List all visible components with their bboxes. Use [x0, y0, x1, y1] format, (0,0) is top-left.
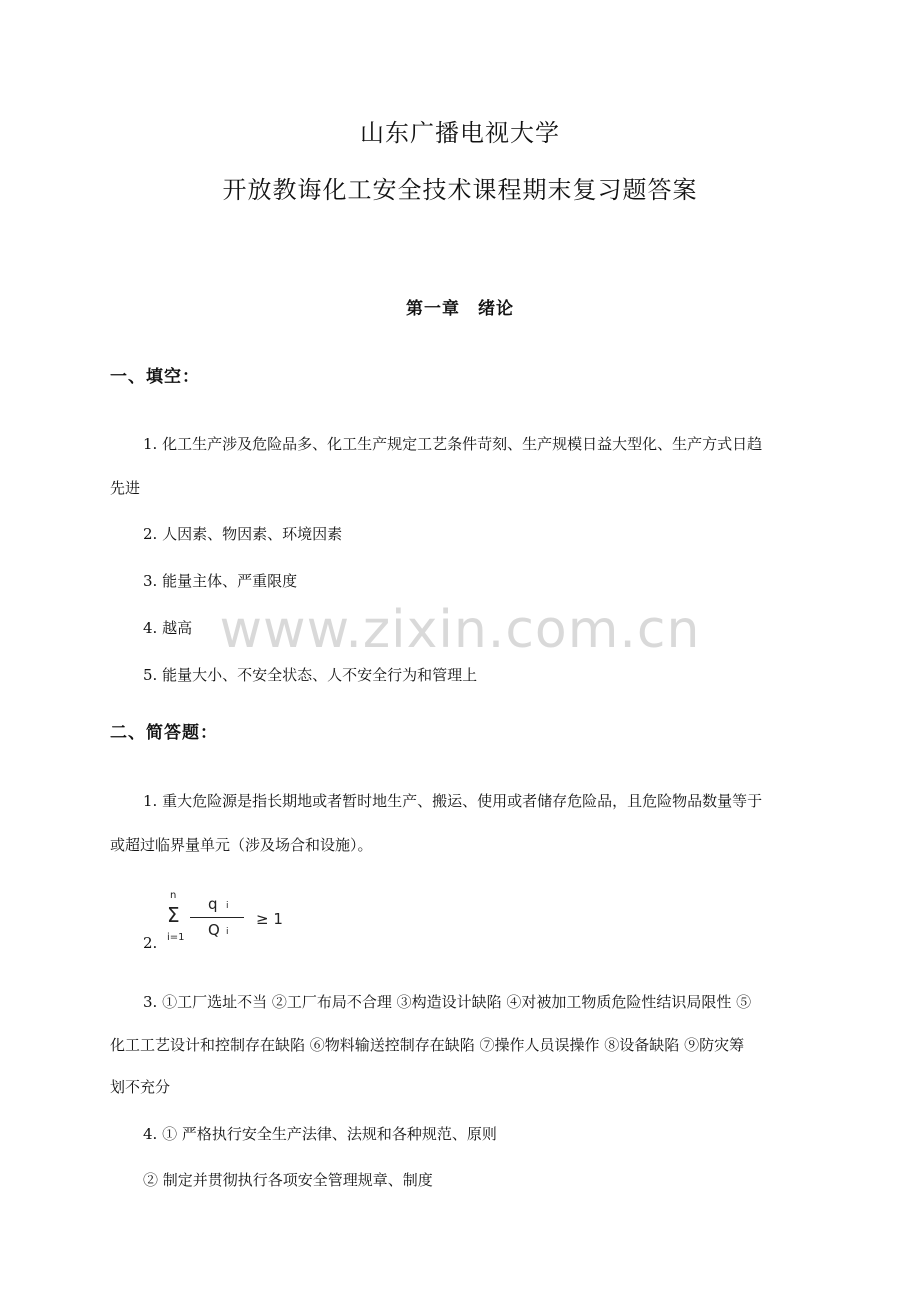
formula-denominator: Q — [208, 921, 220, 939]
formula-sigma: Σ — [167, 903, 180, 927]
short-answer-4-line2: ② 制定并贯彻执行各项安全管理规章、制度 — [143, 1171, 433, 1189]
formula-relation: ≥ 1 — [256, 910, 283, 928]
fill-answer-1-continued: 先进 — [110, 479, 141, 497]
short-answer-3-line3: 划不充分 — [110, 1078, 171, 1096]
formula-fraction-bar — [190, 917, 244, 918]
short-answer-1-line2: 或超过临界量单元（涉及场合和设施）。 — [110, 836, 373, 854]
fill-answer-2: 2. 人因素、物因素、环境因素 — [143, 525, 343, 543]
fill-answer-4: 4. 越高 — [143, 619, 193, 637]
formula-numerator-subscript: i — [226, 901, 229, 911]
short-answer-4-line1: 4. ① 严格执行安全生产法律、法规和各种规范、原则 — [143, 1125, 497, 1143]
formula-denominator-subscript: i — [226, 927, 229, 937]
fill-answer-5: 5. 能量大小、不安全状态、人不安全行为和管理上 — [143, 666, 478, 684]
formula-upper-limit: n — [170, 890, 177, 901]
chapter-heading: 第一章 绪论 — [406, 299, 514, 319]
document-title-line2: 开放教诲化工安全技术课程期末复习题答案 — [222, 176, 698, 204]
short-answer-3-line1: 3. ①工厂选址不当 ②工厂布局不合理 ③构造设计缺陷 ④对被加工物质危险性结识局限性 ⑤ — [143, 993, 752, 1011]
site-watermark: www.zixin.com.cn — [219, 600, 701, 660]
section-heading-short-answer: 二、简答题： — [110, 723, 218, 743]
short-answer-3-line2: 化工工艺设计和控制存在缺陷 ⑥物料输送控制存在缺陷 ⑦操作人员误操作 ⑧设备缺陷 ⑨防灾筹 — [110, 1036, 745, 1054]
short-answer-2-number: 2. — [143, 934, 158, 952]
formula-lower-limit: i=1 — [167, 932, 185, 943]
short-answer-1-line1: 1. 重大危险源是指长期地或者暂时地生产、搬运、使用或者储存危险品，且危险物品数量等于 — [143, 792, 763, 810]
document-title-line1: 山东广播电视大学 — [360, 119, 560, 147]
section-heading-fill-in: 一、填空： — [110, 367, 200, 387]
fill-answer-1: 1. 化工生产涉及危险品多、化工生产规定工艺条件苛刻、生产规模日益大型化、生产方式日趋 — [143, 435, 763, 453]
fill-answer-3: 3. 能量主体、严重限度 — [143, 572, 298, 590]
hazard-summation-formula — [160, 890, 300, 950]
formula-numerator: q — [208, 895, 218, 913]
